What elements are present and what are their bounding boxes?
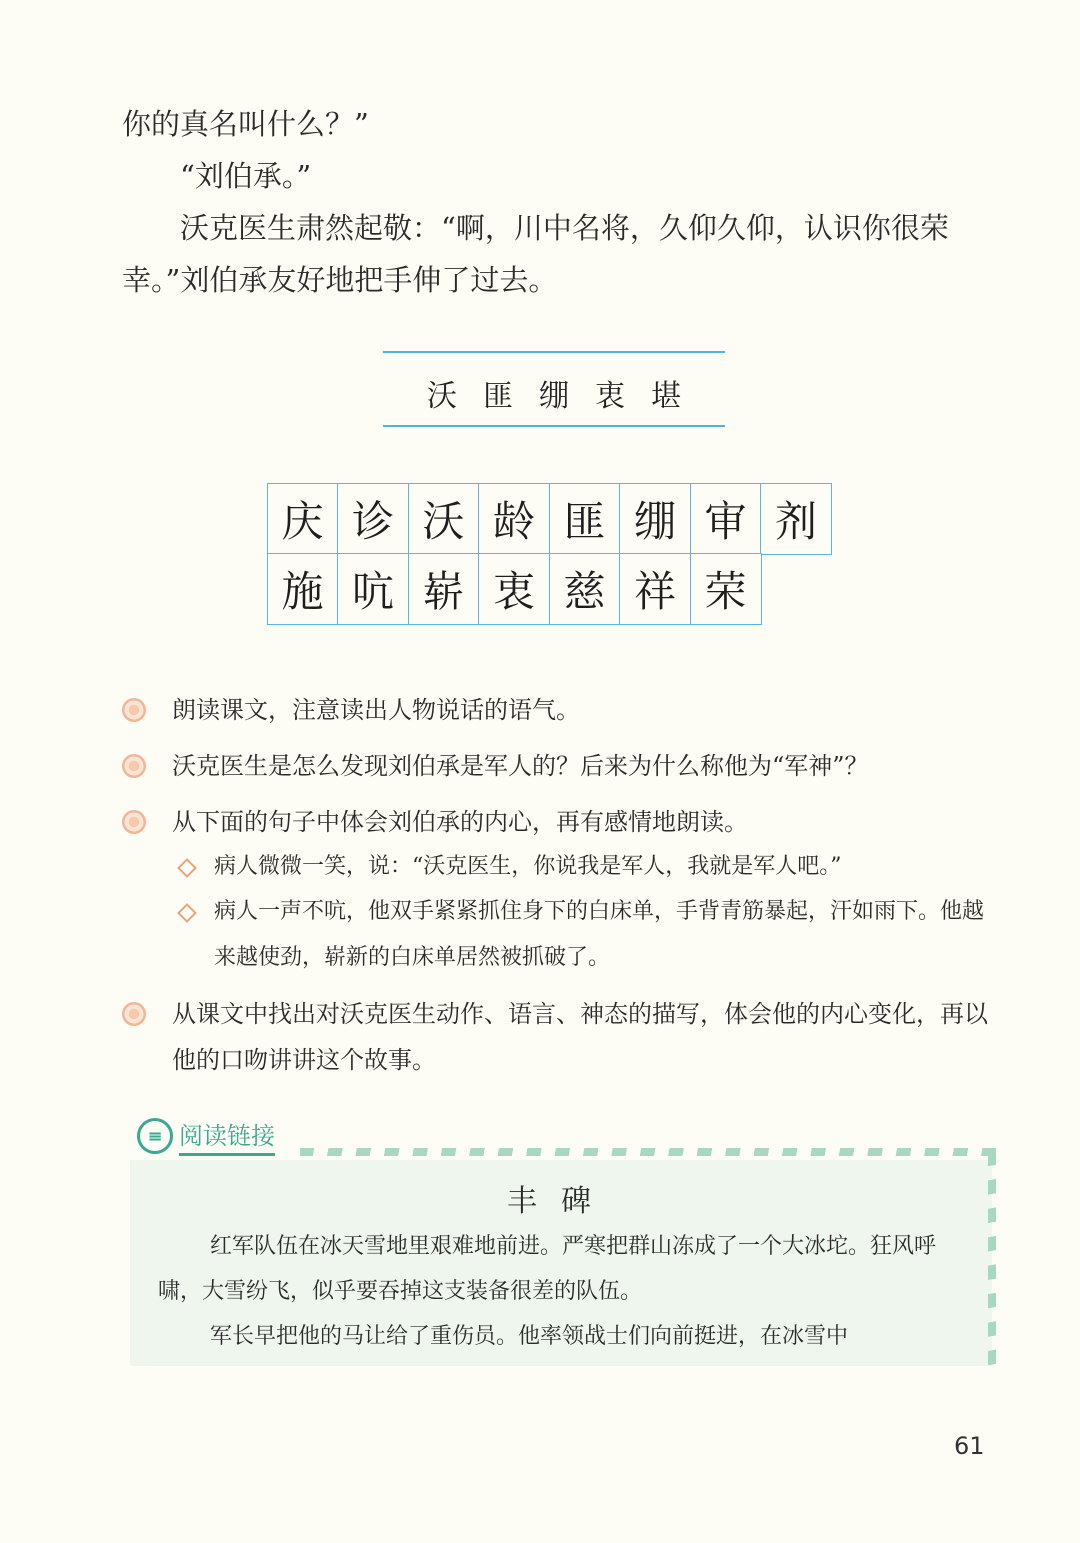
- question-text: 沃克医生是怎么发现刘伯承是军人的？后来为什么称他为“军神”？: [172, 752, 869, 780]
- question-text: 从课文中找出对沃克医生动作、语言、神态的描写，体会他的内心变化，再以他的口吻讲讲这个故事。: [172, 1000, 988, 1074]
- sub-item-text: 病人一声不吭，他双手紧紧抓住身下的白床单，手背青筋暴起，汗如雨下。他越来越使劲，崭新的白床单居然被抓破了。: [214, 899, 985, 970]
- grid-cell: 匪: [549, 483, 621, 555]
- question-4: [122, 991, 1002, 1083]
- grid-cell: 庆: [267, 483, 339, 555]
- bullet-circle-icon: [122, 810, 146, 834]
- grid-cell: 绷: [619, 483, 691, 555]
- grid-cell: 诊: [337, 483, 409, 555]
- reading-title: 丰碑: [507, 1184, 615, 1219]
- sub-item-text: 病人微微一笑，说：“沃克医生，你说我是军人，我就是军人吧。”: [214, 854, 842, 879]
- new-word: 沃: [427, 379, 457, 414]
- grid-cell: 龄: [478, 483, 550, 555]
- new-word: 衷: [595, 379, 625, 414]
- diamond-bullet-icon: [177, 858, 197, 878]
- grid-cell: 慈: [549, 553, 621, 625]
- new-words-box: [383, 351, 725, 427]
- grid-cell: 施: [267, 553, 339, 625]
- reading-body: [158, 1224, 978, 1359]
- new-word: 绷: [539, 379, 569, 414]
- character-grid: [268, 484, 832, 625]
- grid-cell: 剂: [760, 483, 832, 555]
- story-text: [122, 98, 1002, 306]
- sub-item-1: [180, 844, 1000, 890]
- story-line-2: “刘伯承。”: [180, 159, 312, 193]
- question-text: 从下面的句子中体会刘伯承的内心，再有感情地朗读。: [172, 808, 748, 836]
- grid-cell: 审: [690, 483, 762, 555]
- bullet-circle-icon: [122, 754, 146, 778]
- grid-cell: 沃: [408, 483, 480, 555]
- bullet-circle-icon: [122, 1002, 146, 1026]
- grid-cell: 祥: [619, 553, 691, 625]
- diamond-bullet-icon: [177, 903, 197, 923]
- reading-link-header: [137, 1116, 275, 1156]
- question-text: 朗读课文，注意读出人物说话的语气。: [172, 696, 580, 724]
- question-1: [122, 687, 1002, 733]
- grid-cell: 吭: [337, 553, 409, 625]
- grid-cell: 崭: [408, 553, 480, 625]
- dashed-border-top: [300, 1148, 996, 1156]
- bullet-circle-icon: [122, 698, 146, 722]
- book-icon: ≡: [137, 1118, 173, 1154]
- new-word: 匪: [483, 379, 513, 414]
- story-line-1: 你的真名叫什么？”: [122, 107, 369, 141]
- grid-cell: 荣: [690, 553, 762, 625]
- grid-row-2: [268, 555, 832, 626]
- question-3: [122, 799, 1002, 845]
- page-number: 61: [954, 1432, 985, 1460]
- grid-cell: 衷: [478, 553, 550, 625]
- grid-row-1: [268, 484, 832, 555]
- sub-item-2: [180, 889, 1000, 981]
- new-word: 堪: [651, 379, 681, 414]
- reading-link-label: 阅读链接: [179, 1116, 275, 1156]
- reading-paragraph: 红军队伍在冰天雪地里艰难地前进。严寒把群山冻成了一个大冰坨。狂风呼啸，大雪纷飞，似乎要吞掉这支装备很差的队伍。: [158, 1234, 937, 1304]
- story-line-3: 沃克医生肃然起敬：“啊，川中名将，久仰久仰，认识你很荣幸。”刘伯承友好地把手伸了过去。: [122, 211, 949, 297]
- question-2: [122, 743, 1002, 789]
- reading-paragraph: 军长早把他的马让给了重伤员。他率领战士们向前挺进，在冰雪中: [210, 1324, 849, 1349]
